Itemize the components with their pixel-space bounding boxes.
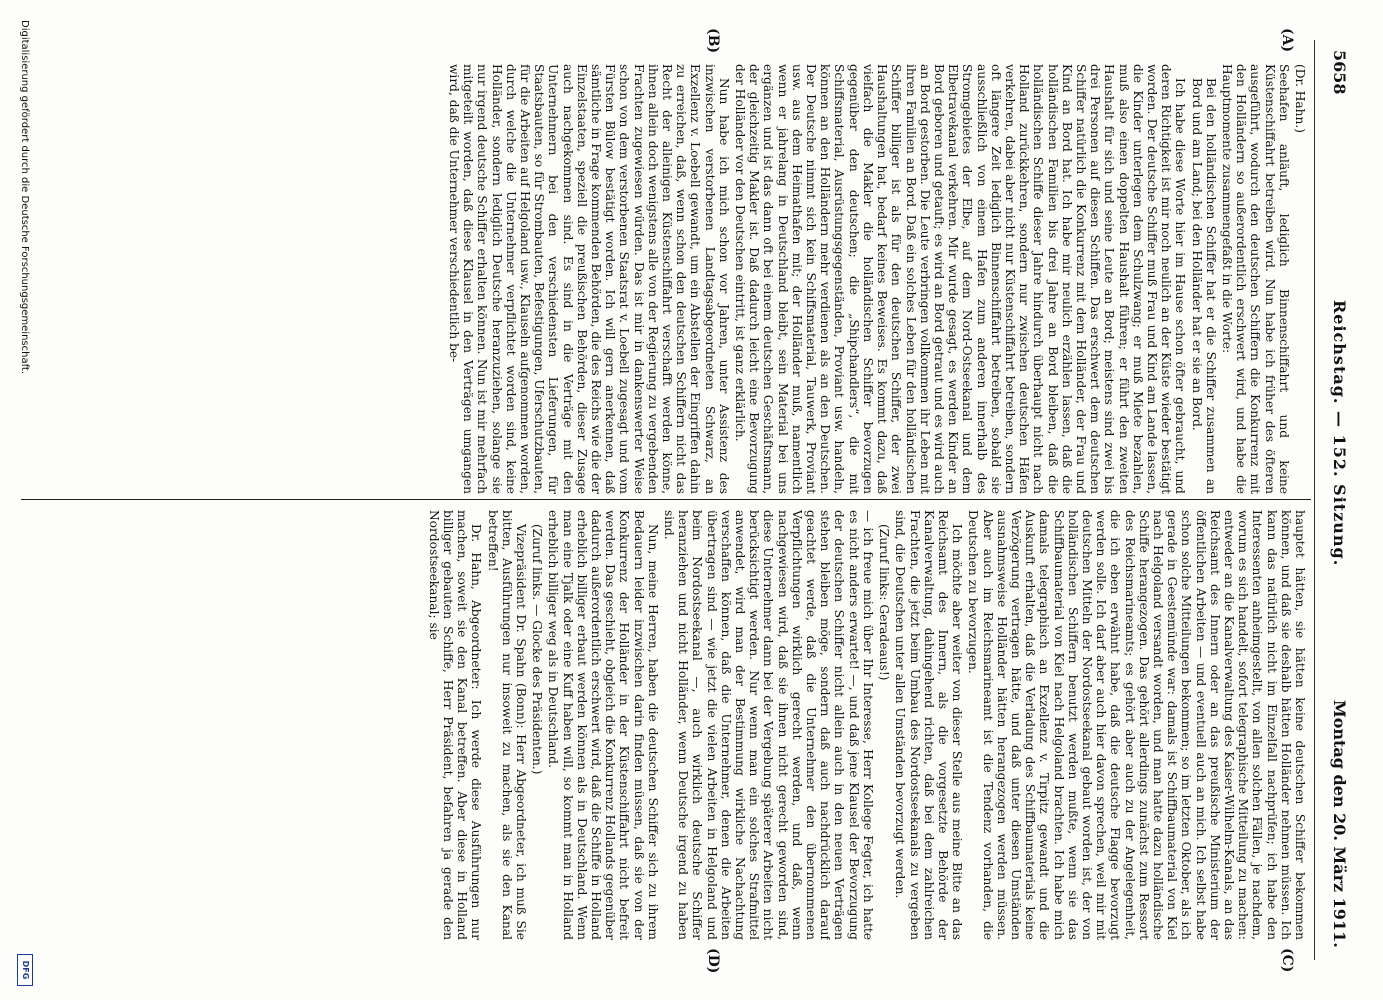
paragraph: Seehafen anläuft, lediglich Binnenschiffahrt und keine Küstenschiffahrt betreiben wird. Nun habe ich früher des öfteren ausgeführt, wodurch den deutschen Schiffern die Konkurrenz mit den Holländern so außerordentlich erschwert wird, und habe die Hauptmomente zusammengefaßt in die Worte: <box>1219 64 1291 494</box>
page-header <box>1315 0 1359 1000</box>
paragraph: Dr. Hahn, Abgeordneter: Ich werde diese Ausführungen nur machen, soweit sie den Kanal betreffen. Aber diese in Holland billiger gebauten Schiffe, Herr Präsident, befahren ja gerade den Nordostseekanal; sie <box>426 510 484 940</box>
page-number: 5658 <box>1330 50 1349 95</box>
speaker-tag: (Dr. Hahn.) <box>1293 64 1307 133</box>
interjection: (Zuruf links. — Glocke des Präsidenten.) <box>530 524 545 775</box>
margin-marker-c: (C) <box>1279 948 1295 973</box>
header-rule <box>1314 40 1315 960</box>
paragraph: Ich habe diese Worte hier im Hause schon öfter gebraucht, und deren Richtigkeit ist mir noch neulich an der Küste wieder bestätigt worden. Der deutsche Schiffer muß Frau und Kind am Lande lassen, die Kinder unterlegen dem Schulzwang; er muß Miete bezahlen, muß also einen doppelten Haushalt führen; er führt den zweiten Haushalt für sich und seine Leute an Bord; meistens sind zwei bis drei Personen auf diesen Schiffen. Das erschwert dem deutschen Schiffer natürlich die Konkurrenz mit dem Holländer, der Frau und Kind an Bord hat. Ich habe mir neulich erzählen lassen, daß die holländischen Familien bis drei Jahre an Bord bleiben, daß die holländischen Schiffe dieser Jahre hindurch überhaupt nicht nach Holland zurückkehren, sondern nur zwischen deutschen Häfen verkehren, dabei aber nicht nur Küstenschiffahrt betreiben, sondern oft längere Zeit lediglich Binnenschiffahrt betreiben, sobald sie ausschließlich von einem Hafen zum anderen innerhalb des Stromgebietes der Elbe, auf dem Nord-Ostseekanal und dem Elbetravekanal verkehren. Mir wurde gesagt, es werden Kinder an Bord geboren und getauft; es wird an Bord getraut und es wird auch an Bord gestorben. Die Leute verbringen vollkommen ihr Leben mit ihren Familien an Bord. Daß ein solches Leben für den holländischen Schiffer billiger ist als für den deutschen Schiffer, der zwei Haushaltungen hat, bedarf keines Beweises. Es kommt dazu, daß vielfach die Makler die holländischen Schiffer bevorzugen gegenüber den deutschen; die „Shipchandlers“, die mit Schiffsmaterial, Ausrüstungsgegenständen, Proviant usw. handeln, können an den Holländern mehr verdienen als an den Deutschen. Der Deutsche nimmt sich kein Schiffsmaterial, Tauwerk, Proviant usw. aus dem Heimathafen mit; der Holländer muß, namentlich wenn er jahrelang in Deutschland bleibt, sein Material bei uns ergänzen und ist das dann oft bei einem deutschen Geschäftsmann, der gleichzeitig Makler ist. Daß dadurch leicht eine Bevorzugung der Holländer vor den Deutschen eintritt, ist ganz erklärlich. <box>733 64 1188 494</box>
paragraph: Vizepräsident Dr. Spahn (Bonn): Herr Abgeordneter, ich muß Sie bitten, Ausführungen nur insoweit zu machen, als sie den Kanal betreffen! <box>485 510 529 940</box>
paragraph: hauptet hätten, sie hätten keine deutschen Schiffer bekommen können, und daß sie deshalb hätten Holländer nehmen müssen. Ich kann das natürlich nicht im Einzelfall nachprüfen; ich habe den Interessenten anheimgestellt, von allen solchen Fällen, je nachdem, worum es sich handelt, sofort telegraphische Mitteilung zu machen: entweder an die Kanalverwaltung des Kaiser-Wilhelm-Kanals, an das Reichsamt des Innern oder an das preußische Ministerium der öffentlichen Arbeiten — und eventuell auch an mich. Ich selbst habe schon solche Mitteilungen bekommen; so im letzten Oktober, als ich gerade in Geestemünde war: damals ist Schiffbaumaterial von Kiel nach Helgoland versandt worden, und man hatte dazu holländische Schiffe herangezogen. Das gehört allerdings zunächst zum Ressort des Reichsmarineamts; es gehört aber auch zu der Angelegenheit, die ich eben erwähnt habe, daß die deutsche Flagge bevorzugt werden solle. Ich darf aber auch hier davon sprechen, weil mir mit deutschen Mitteln der Nordostseekanal gebaut worden ist, der von holländischen Schiffern benutzt werden mußte, wenn sie das Schiffbaumaterial von Kiel nach Helgoland brachten. Ich habe mich damals telegraphisch an Exzellenz v. Tirpitz gewandt und die Auskunft erhalten, daß die Verladung des Schiffbaumaterials keine Verzögerung vertragen hätte, und daß unter diesen Umständen ausnahmsweise Holländer hätten herangezogen werden müssen. Aber auch im Reichsmarineamt ist die Tendenz vorhanden, die Deutschen zu bevorzugen. <box>966 510 1307 940</box>
right-column <box>57 510 1307 940</box>
digitization-footer <box>10 0 38 1000</box>
column-divider <box>21 499 1311 500</box>
paragraph: Ich möchte aber weiter von dieser Stelle aus meine Bitte an das Reichsamt des Innern, als die vorgesetzte Behörde der Kanalverwaltung, dahingehend richten, daß bei dem zahlreichen Frachten, die jetzt beim Umbau des Nordostseekanals zu vergeben sind, die Deutschen unter allen Umständen bevorzugt werden. <box>893 510 965 940</box>
interjection: (Zuruf links: Geradeaus!) <box>877 524 892 681</box>
session-date: Montag den 20. März 1911. <box>1330 700 1349 948</box>
session-title: Reichstag. — 152. Sitzung. <box>1330 300 1349 567</box>
left-column <box>57 64 1307 494</box>
dfg-logo: DFG <box>17 954 33 986</box>
digitization-note: Digitalisierung gefördert durch die Deutsche Forschungsgemeinschaft. <box>19 20 30 375</box>
paragraph: Nun habe ich mich schon vor Jahren, unter Assistenz des inzwischen verstorbenen Landtagsabgeordneten Schwarz, an Exzellenz v. Loebell gewandt, um ein Abstellen der Eingriffen dahin zu erreichen, daß, wenn schon den deutschen Schiffern nicht das Recht der alleinigen Küstenschiffahrt verschafft werden könne, ihnen allein doch wenigstens alle von der Regierung zu vergebenden Frachten zugewiesen würden. Das ist mir in dankenswerter Weise schon von dem verstorbenen Staatsrat v. Loebell zugesagt und vom Fürsten Bülow bestätigt worden. Ich will gern anerkennen, daß sämtliche in Frage kommenden Behörden, die des Reichs wie die der Einzelstaaten, speziell die preußischen Behörden, dieser Zusage auch nachgekommen sind. Es sind in die Verträge mit den Unternehmern bei den verschiedensten Lieferungen, für Staatsbauten, so für Strombauten, Befestigungen, Uferschutzbauten, für die Arbeiten auf Helgoland usw., Klauseln aufgenommen worden, durch welche die Unternehmer verpflichtet worden sind, keine Holländer, sondern lediglich Deutsche heranzuziehen, solange sie nur irgend deutsche Schiffer erhalten können. Nun ist mir mehrfach mitgeteilt worden, daß diese Klausel in den Verträgen umgangen wird, daß die Unternehmer verschiedentlich be- <box>447 64 731 494</box>
margin-marker-b: (B) <box>705 28 721 54</box>
margin-marker-a: (A) <box>1279 28 1295 53</box>
quote-paragraph: Bei den holländischen Schiffer hat er die Schiffer zusammen an Bord und am Land; bei den Holländer hat er sie an Bord. <box>1189 78 1218 494</box>
paragraph: — ich freue mich über Ihr Interesse, Herr Kollege Fegter, ich hatte es nicht anders erwartet! —, und daß jene Klausel der Bevorzugung der deutschen Schiffer nicht allein auch in den neuen Verträgen stehen bleiben möge, sondern daß auch nachdrücklich darauf geachtet werde, daß die Unternehmer den übernommenen Verpflichtungen wirklich gerecht werden, und daß, wenn nachgewiesen wird, daß sie ihnen nicht gerecht geworden sind, diese Unternehmer dann bei der Vergebung späterer Arbeiten nicht berücksichtigt werden. Nur wenn man ein solches Strafmittel anwendet, wird man der Bestimmung wirkliche Nachachtung verschaffen können, daß die Unternehmer, denen die Arbeiten übertragen sind — wie jetzt die vielen Arbeiten in Helgoland und beim Nordostseekanal —, auch wirklich deutsche Schiffer heranziehen und nicht Holländer, wenn Deutsche irgend zu haben sind. <box>662 510 875 940</box>
paragraph: Nun, meine Herren, haben die deutschen Schiffer sich zu ihrem Bedauern leider inzwischen darin finden müssen, daß sie von der Konkurrenz der Holländer in der Küstenschiffahrt nicht befreit werden. Das geschieht, obgleich die Konkurrenz Hollands gegenüber dadurch außerordentlich erschwert wird, daß die Schiffe in Holland erheblich billiger erbaut werden können als in Deutschland. Wenn man eine Tjalk oder eine Kuff haben will, so kommt man in Holland erheblich billiger weg als in Deutschland. <box>546 510 660 940</box>
margin-marker-d: (D) <box>705 948 721 974</box>
